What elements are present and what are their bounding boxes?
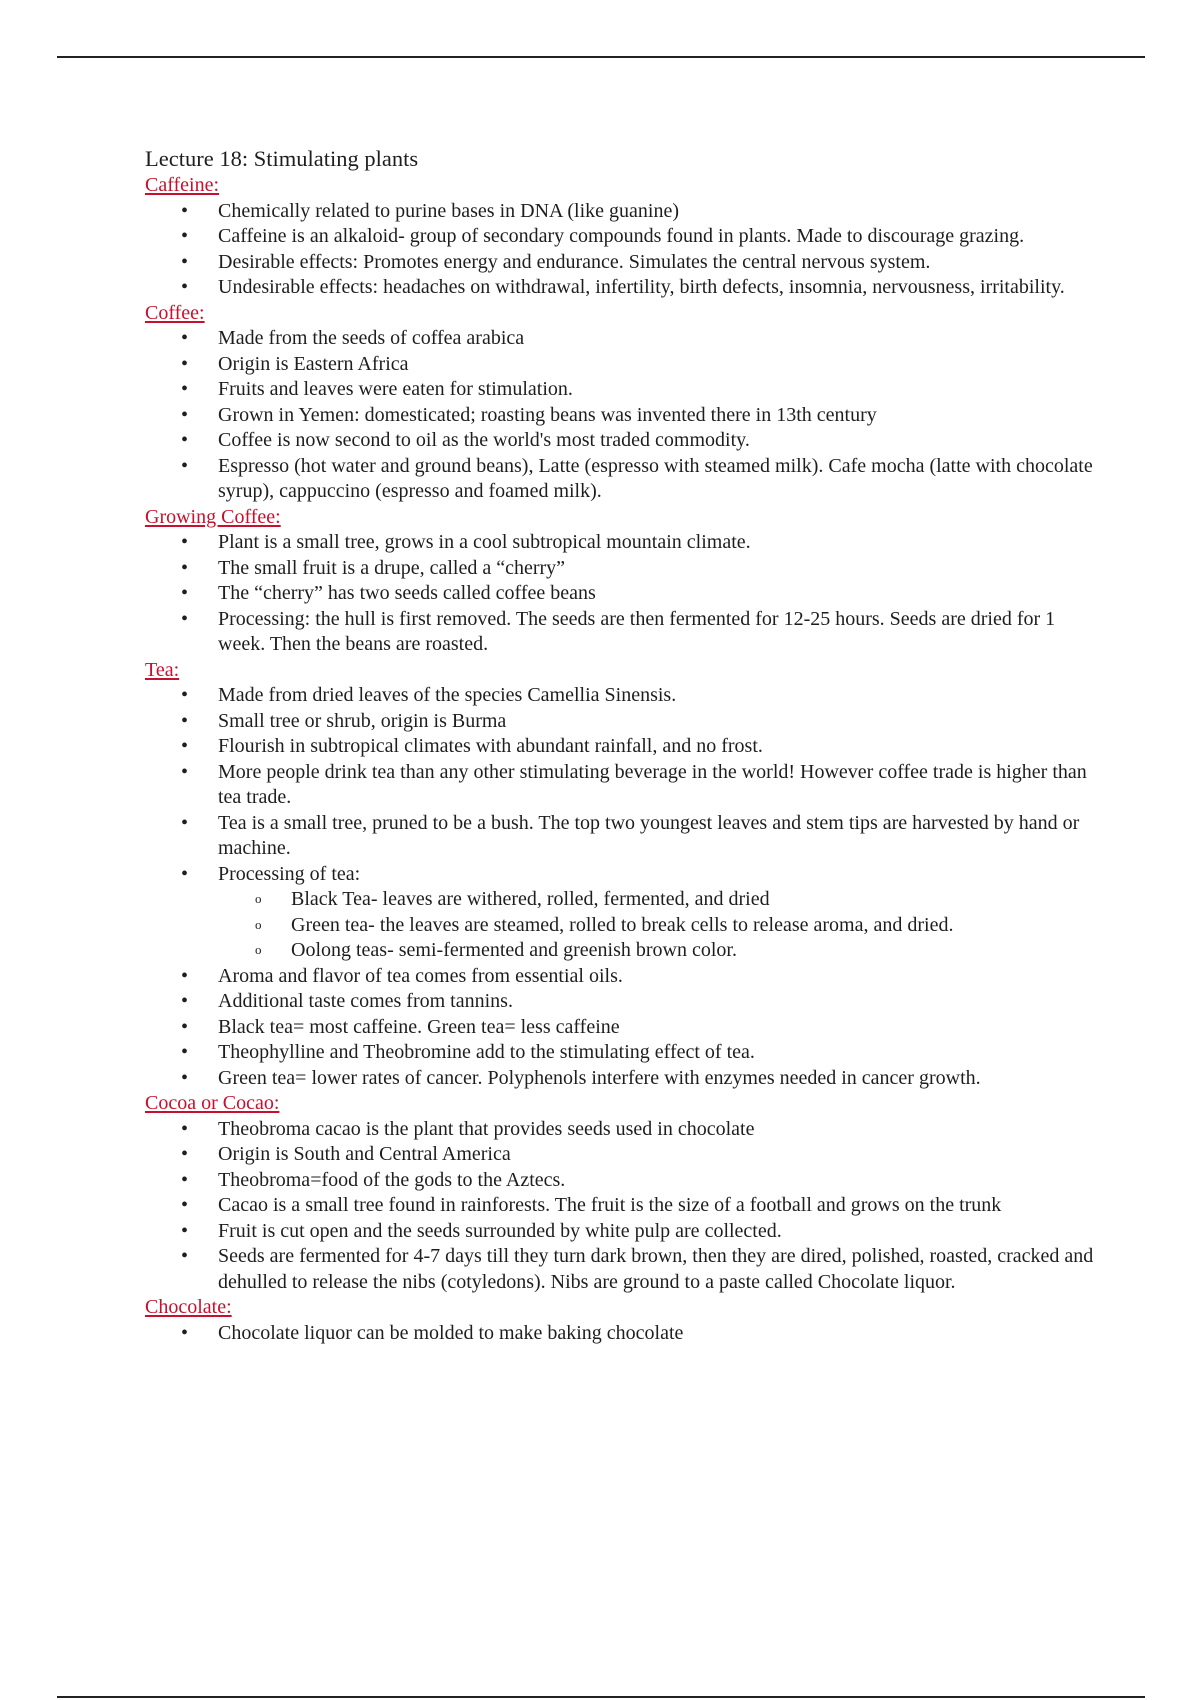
document-body bbox=[145, 145, 1095, 1346]
list-item: • Black tea= most caffeine. Green tea= less caffeine bbox=[145, 1015, 1095, 1041]
coffee-list bbox=[145, 326, 1095, 505]
section-heading-caffeine: Caffeine: bbox=[145, 174, 220, 196]
page-title: Lecture 18: Stimulating plants bbox=[145, 146, 419, 171]
sub-list-item: o Oolong teas- semi-fermented and greenish brown color. bbox=[218, 938, 1095, 964]
list-item: • Chemically related to purine bases in DNA (like guanine) bbox=[145, 199, 1095, 225]
list-item: • Plant is a small tree, grows in a cool subtropical mountain climate. bbox=[145, 530, 1095, 556]
list-item: • Theobroma=food of the gods to the Aztecs. bbox=[145, 1168, 1095, 1194]
list-item: • Desirable effects: Promotes energy and endurance. Simulates the central nervous system. bbox=[145, 250, 1095, 276]
tea-list bbox=[145, 683, 1095, 1091]
caffeine-list bbox=[145, 199, 1095, 301]
list-item: • Additional taste comes from tannins. bbox=[145, 989, 1095, 1015]
list-item: • The “cherry” has two seeds called coffee beans bbox=[145, 581, 1095, 607]
list-item-processing bbox=[145, 862, 1095, 964]
section-heading-growing-coffee: Growing Coffee: bbox=[145, 505, 281, 528]
list-item: • Theophylline and Theobromine add to the stimulating effect of tea. bbox=[145, 1040, 1095, 1066]
list-item: • Coffee is now second to oil as the world's most traded commodity. bbox=[145, 428, 1095, 454]
list-item: • Green tea= lower rates of cancer. Polyphenols interfere with enzymes needed in cancer growth. bbox=[145, 1066, 1095, 1092]
list-item: • Chocolate liquor can be molded to make baking chocolate bbox=[145, 1321, 1095, 1347]
section-heading-chocolate: Chocolate: bbox=[145, 1296, 232, 1318]
tea-processing-sublist bbox=[218, 887, 1095, 964]
list-item: • Fruit is cut open and the seeds surrounded by white pulp are collected. bbox=[145, 1219, 1095, 1245]
list-item: • Undesirable effects: headaches on withdrawal, infertility, birth defects, insomnia, nervousness, irritability. bbox=[145, 275, 1095, 301]
list-item: • The small fruit is a drupe, called a “cherry” bbox=[145, 556, 1095, 582]
list-item: • Small tree or shrub, origin is Burma bbox=[145, 709, 1095, 735]
list-item: • More people drink tea than any other stimulating beverage in the world! However coffee trade is higher than tea trade. bbox=[145, 760, 1095, 811]
list-item-label: Processing of tea: bbox=[218, 862, 361, 885]
list-item: • Processing: the hull is first removed. The seeds are then fermented for 12-25 hours. Seeds are dried for 1 week. Then the beans are roasted. bbox=[145, 607, 1095, 658]
section-heading-coffee: Coffee: bbox=[145, 301, 205, 324]
list-item: • Aroma and flavor of tea comes from essential oils. bbox=[145, 964, 1095, 990]
section-heading-tea: Tea: bbox=[145, 658, 180, 681]
list-item: • Grown in Yemen: domesticated; roasting beans was invented there in 13th century bbox=[145, 403, 1095, 429]
growing-coffee-list bbox=[145, 530, 1095, 658]
list-item: • Made from the seeds of coffea arabica bbox=[145, 326, 1095, 352]
list-item: • Theobroma cacao is the plant that provides seeds used in chocolate bbox=[145, 1117, 1095, 1143]
list-item: • Flourish in subtropical climates with abundant rainfall, and no frost. bbox=[145, 734, 1095, 760]
top-rule bbox=[57, 56, 1145, 58]
list-item: • Fruits and leaves were eaten for stimulation. bbox=[145, 377, 1095, 403]
list-item: • Made from dried leaves of the species Camellia Sinensis. bbox=[145, 683, 1095, 709]
list-item: • Espresso (hot water and ground beans), Latte (espresso with steamed milk). Cafe mocha (latte with chocolate syrup), cappuccino (espresso and foamed milk). bbox=[145, 454, 1095, 505]
cocoa-list bbox=[145, 1117, 1095, 1296]
list-item: • Tea is a small tree, pruned to be a bush. The top two youngest leaves and stem tips are harvested by hand or machine. bbox=[145, 811, 1095, 862]
sub-list-item: o Black Tea- leaves are withered, rolled, fermented, and dried bbox=[218, 887, 1095, 913]
list-item: • Origin is Eastern Africa bbox=[145, 352, 1095, 378]
chocolate-list bbox=[145, 1321, 1095, 1347]
bottom-rule bbox=[57, 1696, 1145, 1698]
list-item: • Caffeine is an alkaloid- group of secondary compounds found in plants. Made to discourage grazing. bbox=[145, 224, 1095, 250]
list-item: • Origin is South and Central America bbox=[145, 1142, 1095, 1168]
sub-list-item: o Green tea- the leaves are steamed, rolled to break cells to release aroma, and dried. bbox=[218, 913, 1095, 939]
section-heading-cocoa: Cocoa or Cocao: bbox=[145, 1092, 280, 1114]
list-item: • Cacao is a small tree found in rainforests. The fruit is the size of a football and grows on the trunk bbox=[145, 1193, 1095, 1219]
list-item: • Seeds are fermented for 4-7 days till they turn dark brown, then they are dired, polished, roasted, cracked and dehulled to release the nibs (cotyledons). Nibs are ground to a paste called Chocolate liquor. bbox=[145, 1244, 1095, 1295]
